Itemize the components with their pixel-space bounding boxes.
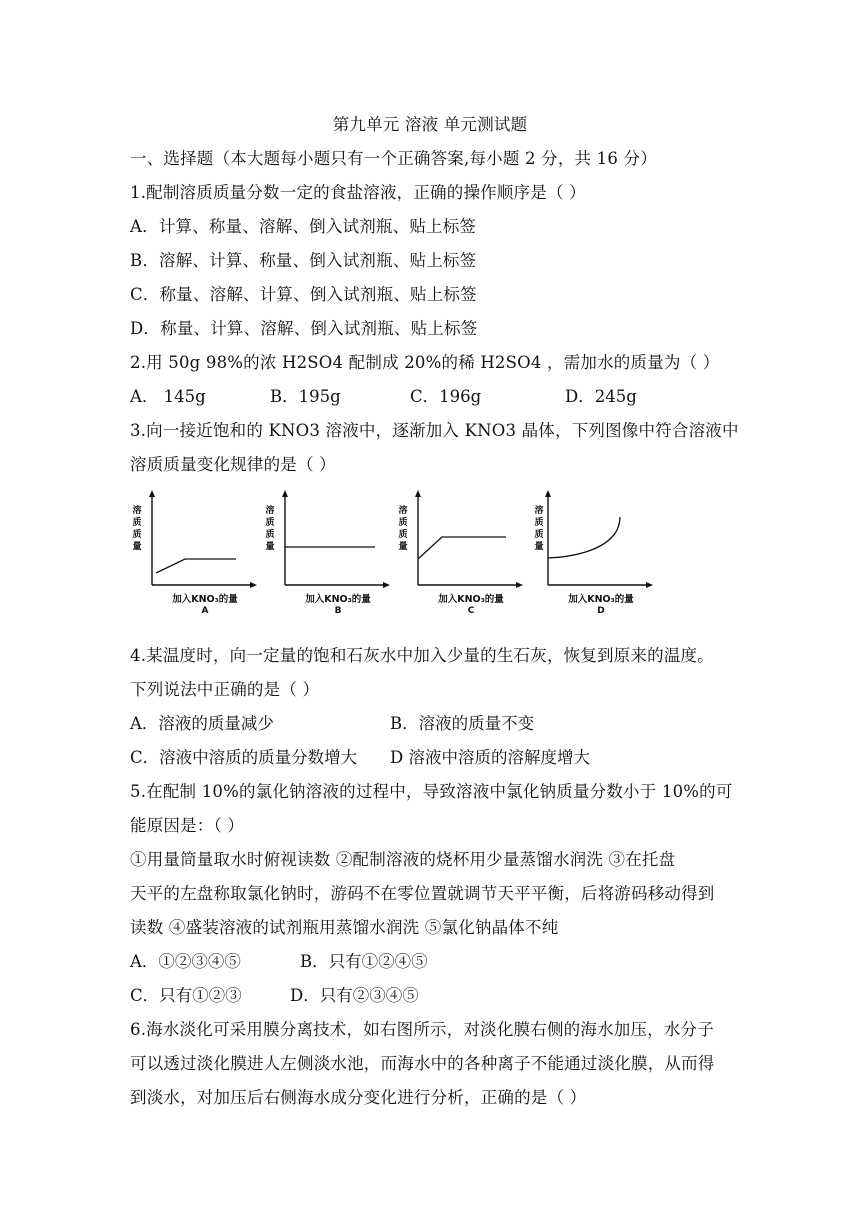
q5-option-c: C．只有①②③ [130,986,242,1005]
graph-d-label: D [597,606,605,616]
q4-stem-line2: 下列说法中正确的是（ ） [130,680,320,699]
q2-stem: 2.用 50g 98%的浓 H2SO4 配制成 20%的稀 H2SO4 ，需加水的质量为（ ） [130,353,720,372]
q4-option-d: D 溶液中溶质的溶解度增大 [390,748,590,767]
graph-b-label: B [334,606,342,616]
graph-a-ylabel: 溶质质量 [132,506,142,552]
q5-option-b: B．只有①②④⑤ [300,952,428,971]
graph-d [530,485,660,625]
q5-stem-line1: 5.在配制 10%的氯化钠溶液的过程中，导致溶液中氯化钠质量分数小于 10%的可 [130,782,733,801]
q5-statements-line2: 天平的左盘称取氯化钠时，游码不在零位置就调节天平平衡，后将游码移动得到 [130,884,715,903]
q2-option-d: D．245g [565,387,637,406]
q1-option-d: D．称量、计算、溶解、倒入试剂瓶、贴上标签 [130,319,478,338]
graph-c-ylabel: 溶质质量 [398,506,408,552]
q6-line3: 到淡水，对加压后右侧海水成分变化进行分析，正确的是（ ） [130,1088,587,1107]
q1-option-a: A．计算、称量、溶解、倒入试剂瓶、贴上标签 [130,217,477,236]
q5-statements-line1: ①用量筒量取水时俯视读数 ②配制溶液的烧杯用少量蒸馏水润洗 ③在托盘 [130,850,676,869]
q5-statements-line3: 读数 ④盛装溶液的试剂瓶用蒸馏水润洗 ⑤氯化钠晶体不纯 [130,918,559,937]
q1-stem: 1.配制溶质质量分数一定的食盐溶液，正确的操作顺序是（ ） [130,183,586,202]
graph-b-xlabel: 加入KNO₃的量 [305,594,371,605]
graph-c-curve [418,537,506,559]
graph-a [130,485,260,625]
q3-graphs [130,485,660,625]
graph-a-label: A [201,606,209,616]
graph-d-ylabel: 溶质质量 [534,506,544,552]
graph-c [396,485,526,625]
graph-c-xlabel: 加入KNO₃的量 [438,594,504,605]
q4-option-c: C．溶液中溶质的质量分数增大 [130,748,358,767]
graph-b-ylabel: 溶质质量 [265,506,275,552]
q3-stem-line2: 溶质质量变化规律的是（ ） [130,455,336,474]
q2-option-c: C．196g [410,387,482,406]
page-title: 第九单元 溶液 单元测试题 [332,115,528,134]
q1-option-b: B．溶解、计算、称量、倒入试剂瓶、贴上标签 [130,251,477,270]
graph-a-xlabel: 加入KNO₃的量 [172,594,238,605]
graph-d-xlabel: 加入KNO₃的量 [568,594,634,605]
q5-option-d: D．只有②③④⑤ [290,986,419,1005]
q3-stem-line1: 3.向一接近饱和的 KNO3 溶液中，逐渐加入 KNO3 晶体，下列图像中符合溶液中 [130,421,739,440]
q1-option-c: C．称量、溶解、计算、倒入试剂瓶、贴上标签 [130,285,477,304]
q4-stem-line1: 4.某温度时，向一定量的饱和石灰水中加入少量的生石灰，恢复到原来的温度。 [130,646,714,665]
q4-option-a: A．溶液的质量减少 [130,714,274,733]
graph-b [263,485,393,625]
graph-a-curve [156,559,236,573]
q2-option-a: A． 145g [130,387,206,406]
q4-option-b: B．溶液的质量不变 [390,714,535,733]
q6-line2: 可以透过淡化膜进人左侧淡水池，而海水中的各种离子不能通过淡化膜，从而得 [130,1054,715,1073]
section-heading: 一、选择题（本大题每小题只有一个正确答案,每小题 2 分，共 16 分） [130,149,657,168]
graph-c-label: C [467,606,475,616]
graph-d-curve [548,517,620,558]
q2-option-b: B．195g [270,387,341,406]
q5-stem-line2: 能原因是：（ ） [130,816,245,835]
q6-line1: 6.海水淡化可采用膜分离技术，如右图所示，对淡化膜右侧的海水加压，水分子 [130,1020,714,1039]
q5-option-a: A．①②③④⑤ [130,952,241,971]
